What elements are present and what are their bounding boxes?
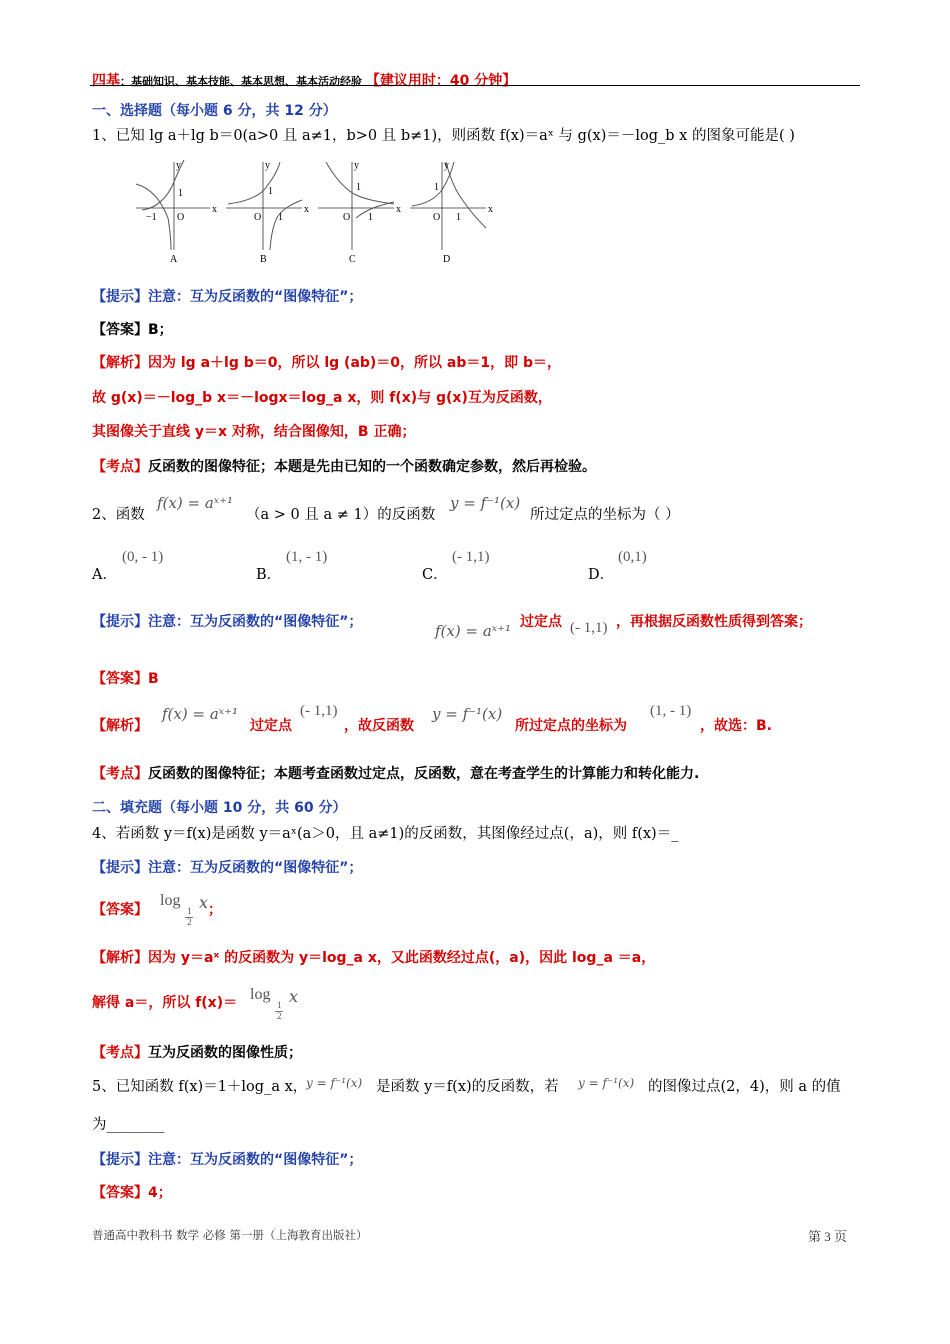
q4-analysis — [92, 947, 655, 967]
q2-f-expr: f(x) = aˣ⁺¹ — [157, 494, 234, 512]
q1-analysis-line1: 因为 lg a＋lg b＝0，所以 lg (ab)＝0，所以 ab＝1，即 b＝， — [148, 355, 562, 371]
q5-stem-d: 为________ — [92, 1117, 165, 1133]
q2-point-text: 反函数的图像特征；本题考查函数过定点，反函数，意在考查学生的计算能力和转化能力. — [148, 766, 700, 782]
q2-hint-mid: 过定点 — [520, 614, 562, 630]
q2-option-b-letter: B． — [256, 567, 282, 583]
graph-c-origin: O — [343, 212, 351, 223]
q5-inverse-2: y = f⁻¹(x) — [578, 1076, 635, 1090]
q2-analysis-point2: (1, - 1) — [650, 703, 692, 719]
header-time: 【建议用时：40 分钟】 — [365, 73, 517, 89]
q4-analysis-tag: 【解析】 — [92, 950, 148, 966]
page-header — [92, 70, 516, 90]
graph-d-x-label: x — [488, 204, 493, 215]
graph-c-one-y: 1 — [356, 182, 361, 193]
q4-answer-end: ； — [208, 902, 222, 918]
footer-page-number: 第 3 页 — [808, 1229, 848, 1244]
q2-analysis-point1: (- 1,1) — [300, 703, 338, 719]
graph-c-x-label: x — [396, 204, 401, 215]
graph-d-origin: O — [433, 212, 441, 223]
q2-tail: 所过定点的坐标为（ ） — [530, 507, 680, 523]
q2-option-d-letter: D． — [588, 567, 615, 583]
graph-a-neg-one: −1 — [146, 212, 157, 223]
graph-a-one: 1 — [178, 188, 183, 199]
q4-hint-tag: 【提示】 — [92, 860, 148, 876]
q1-stem: 1、已知 lg a＋lg b＝0(a>0 且 a≠1，b>0 且 b≠1)，则函数 f(x)＝aˣ 与 g(x)＝－log_b x 的图象可能是( ) — [92, 128, 795, 144]
q2-answer — [92, 668, 159, 688]
q2-analysis-inverse: y = f⁻¹(x) — [432, 705, 503, 723]
q2-answer-tag: 【答案】 — [92, 671, 148, 687]
graph-d-caption: D — [443, 254, 451, 265]
q5-answer — [92, 1182, 172, 1202]
q4-analysis-line1: 因为 y＝aˣ 的反函数为 y＝log_a x，又此函数经过点(，a)，因此 log_a ＝a， — [148, 950, 656, 966]
q5-stem-b: 是函数 y＝f(x)的反函数，若 — [376, 1079, 559, 1095]
header-text: ：基础知识、基本技能、基本思想、基本活动经验 — [120, 75, 362, 88]
section-title-choice: 一、选择题（每小题 6 分，共 12 分） — [92, 103, 337, 119]
graph-a-y-label: y — [176, 160, 181, 171]
q1-point-text: 反函数的图像特征；本题是先由已知的一个函数确定参数，然后再检验。 — [148, 459, 596, 475]
graph-c — [318, 160, 401, 265]
q4-point-text: 互为反函数的图像性质； — [148, 1045, 302, 1061]
graph-a-caption: A — [170, 254, 178, 265]
q2-analysis-mid1: 过定点 — [250, 718, 292, 734]
q5-stem-a: 5、已知函数 f(x)＝1＋log_a x， — [92, 1079, 308, 1095]
q2-hint — [92, 611, 362, 631]
q1-graphs — [130, 158, 500, 268]
q2-cond: （a > 0 且 a ≠ 1）的反函数 — [246, 507, 436, 523]
section-title-fill: 二、填充题（每小题 10 分，共 60 分） — [92, 800, 347, 816]
q4-analysis-sub-den: 2 — [277, 1011, 282, 1021]
graph-b-one-y: 1 — [268, 186, 273, 197]
graph-b-y-label: y — [265, 160, 270, 171]
graph-b — [226, 160, 309, 265]
q2-analysis-f: f(x) = aˣ⁺¹ — [162, 705, 239, 723]
graph-d — [410, 160, 493, 265]
q1-analysis-tag: 【解析】 — [92, 355, 148, 371]
q4-point — [92, 1042, 302, 1062]
q5-hint — [92, 1149, 362, 1169]
q2-option-a-letter: A． — [92, 567, 117, 583]
q4-answer-sub-den: 2 — [187, 917, 192, 927]
q2-hint-point: (- 1,1) — [570, 620, 608, 636]
graph-a — [136, 160, 217, 265]
q5-inverse-1: y = f⁻¹(x) — [306, 1076, 363, 1090]
q2-hint-end: ，再根据反函数性质得到答案； — [616, 614, 812, 630]
q1-hint-text: 注意：互为反函数的“图像特征”； — [148, 289, 363, 305]
graph-c-one-x: 1 — [368, 212, 373, 223]
q1-point-tag: 【考点】 — [92, 459, 148, 475]
q1-hint — [92, 286, 362, 306]
q4-hint — [92, 857, 362, 877]
q4-analysis-log: log — [250, 986, 271, 1003]
q2-option-b-value: (1, - 1) — [286, 549, 328, 565]
q2-num: 2、函数 — [92, 507, 145, 523]
q5-hint-tag: 【提示】 — [92, 1152, 148, 1168]
footer-book-title: 普通高中教科书 数学 必修 第一册（上海教育出版社） — [92, 1228, 368, 1242]
q1-hint-tag: 【提示】 — [92, 289, 148, 305]
q4-point-tag: 【考点】 — [92, 1045, 148, 1061]
q1-analysis-line2: 故 g(x)＝－log_b x＝－logx＝log_a x，则 f(x)与 g(x)互为反函数， — [92, 390, 552, 406]
graph-d-one-y: 1 — [434, 182, 439, 193]
graph-b-x-label: x — [304, 204, 309, 215]
q2-option-c-value: (- 1,1) — [452, 549, 490, 565]
graph-d-y-label: y — [444, 160, 449, 171]
graph-b-one-x: 1 — [278, 212, 283, 223]
q1-point — [92, 456, 596, 476]
graph-c-y-label: y — [354, 160, 359, 171]
q2-option-c-letter: C． — [422, 567, 448, 583]
q2-hint-tag: 【提示】 — [92, 614, 148, 630]
q2-option-d-value: (0,1) — [618, 549, 647, 565]
q2-analysis-mid3: 所过定点的坐标为 — [515, 718, 627, 734]
q2-point-tag: 【考点】 — [92, 766, 148, 782]
q5-hint-text: 注意：互为反函数的“图像特征”； — [148, 1152, 363, 1168]
q1-analysis-line3: 其图像关于直线 y＝x 对称，结合图像知，B 正确； — [92, 424, 416, 440]
graph-a-x-label: x — [212, 204, 217, 215]
q2-option-a-value: (0, - 1) — [122, 549, 164, 565]
q5-answer-text: 4； — [148, 1185, 172, 1201]
q4-analysis-sub-num: 1 — [277, 1000, 282, 1010]
header-prefix: 四基 — [92, 73, 120, 89]
graph-b-origin: O — [254, 212, 262, 223]
q2-inverse: y = f⁻¹(x) — [450, 494, 521, 512]
graph-c-caption: C — [349, 254, 356, 265]
q2-hint-text: 注意：互为反函数的“图像特征”； — [148, 614, 363, 630]
q4-hint-text: 注意：互为反函数的“图像特征”； — [148, 860, 363, 876]
q5-stem-c: 的图像过点(2，4)，则 a 的值 — [648, 1079, 841, 1095]
q4-stem: 4、若函数 y＝f(x)是函数 y＝aˣ(a＞0，且 a≠1)的反函数，其图像经过点(，a)，则 f(x)＝_ — [92, 826, 679, 842]
q2-analysis-mid2: ，故反函数 — [344, 718, 414, 734]
graph-b-caption: B — [260, 254, 267, 265]
q2-analysis-end: ，故选：B. — [700, 718, 772, 734]
q5-answer-tag: 【答案】 — [92, 1185, 148, 1201]
q4-answer-log: log — [160, 892, 181, 909]
q2-answer-text: B — [148, 671, 159, 687]
q1-answer-text: B； — [148, 322, 173, 338]
q4-answer-sub-num: 1 — [187, 906, 192, 916]
q4-answer-tag: 【答案】 — [92, 902, 148, 918]
q4-analysis-var: x — [289, 987, 299, 1006]
q2-analysis-tag: 【解析】 — [92, 718, 148, 734]
graph-a-origin: O — [177, 212, 185, 223]
q4-analysis-line2: 解得 a＝，所以 f(x)＝ — [92, 995, 238, 1011]
header-divider — [90, 85, 860, 86]
q1-analysis — [92, 352, 561, 372]
q4-answer-var: x — [199, 893, 209, 912]
graph-d-one-x: 1 — [456, 212, 461, 223]
q2-point — [92, 763, 699, 783]
q2-hint-f: f(x) = aˣ⁺¹ — [435, 622, 512, 640]
q1-answer — [92, 319, 173, 339]
q1-answer-tag: 【答案】 — [92, 322, 148, 338]
